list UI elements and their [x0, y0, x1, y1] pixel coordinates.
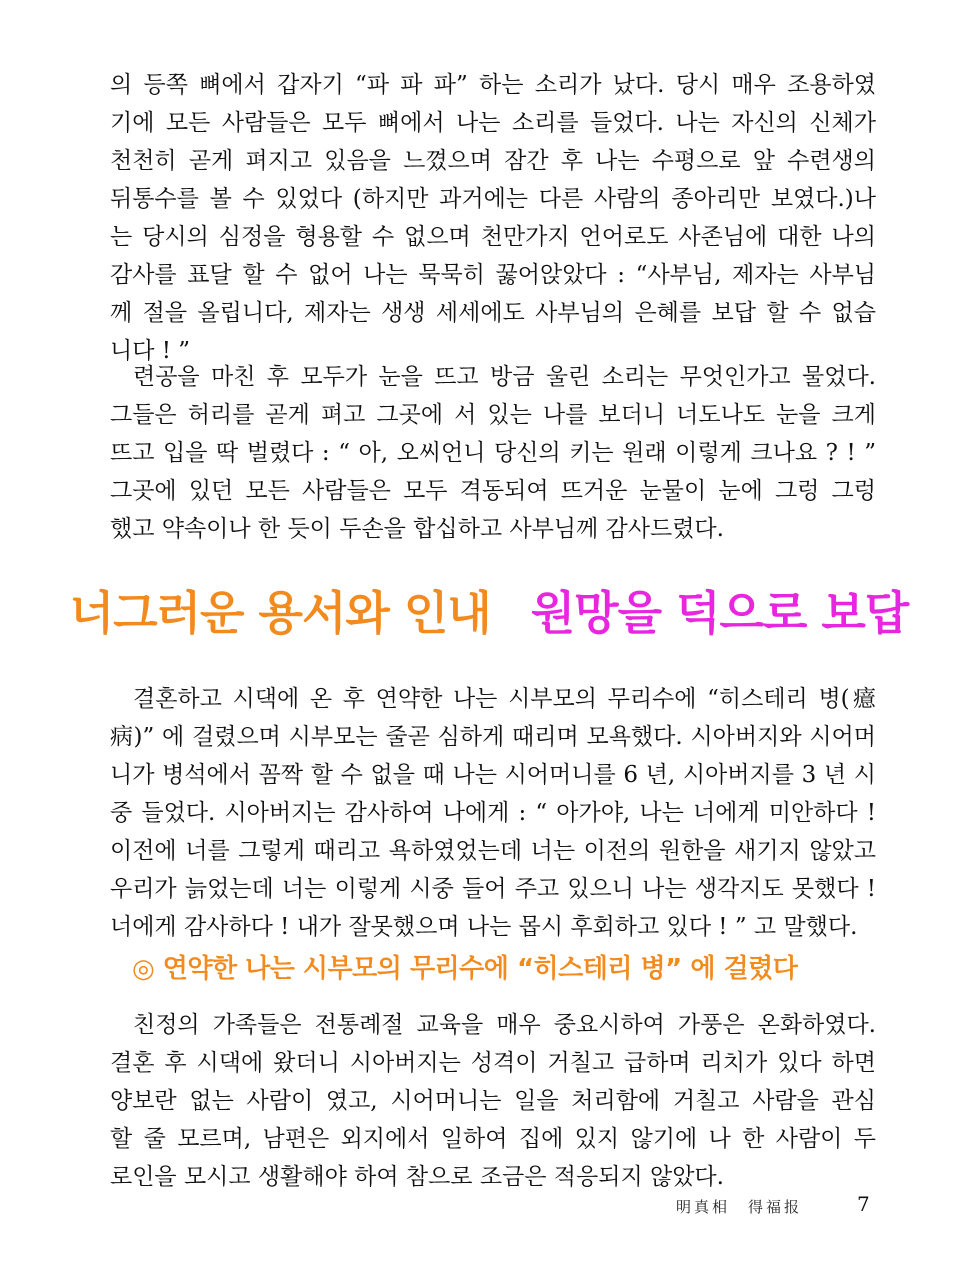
text-line: 결혼하고 시댁에 온 후 연약한 나는 시부모의 무리수에 “히스테리 병(癔 — [133, 686, 876, 712]
text-line: 우리가 늙었는데 너는 이렇게 시중 들어 주고 있으니 나는 생각지도 못했다 ! — [110, 876, 876, 902]
paragraph-2 — [110, 358, 876, 548]
heading-left: 너그러운 용서와 인내 — [69, 586, 491, 640]
footer-title: 明真相 得福报 — [676, 1198, 803, 1216]
text-line: 께 절을 올립니다, 제자는 생생 세세에도 사부님의 은혜를 보답 할 수 없습 — [110, 300, 876, 326]
text-line: 로인을 모시고 생활해야 하여 참으로 조금은 적응되지 않았다. — [110, 1164, 724, 1190]
paragraph-3 — [110, 680, 876, 946]
paragraph-4 — [110, 1006, 876, 1196]
text-line: 친정의 가족들은 전통례절 교육을 매우 중요시하여 가풍은 온화하였다. — [133, 1012, 876, 1038]
text-line: 너에게 감사하다 ! 내가 잘못했으며 나는 몹시 후회하고 있다 ! ” 고 말했다. — [110, 914, 858, 940]
text-line: 중 들었다. 시아버지는 감사하여 나에게 : “ 아가야, 나는 너에게 미안하다 ! — [110, 800, 876, 826]
text-line: 양보란 없는 사람이 였고, 시어머니는 일을 처리함에 거칠고 사람을 관심 — [110, 1088, 876, 1114]
text-line: 감사를 표달 할 수 없어 나는 묵묵히 꿇어앉았다 : “사부님, 제자는 사부님 — [110, 262, 876, 288]
text-line: 니가 병석에서 꼼짝 할 수 없을 때 나는 시어머니를 6 년, 시아버지를 3 년 시 — [110, 762, 876, 788]
text-line: 결혼 후 시댁에 왔더니 시아버지는 성격이 거칠고 급하며 리치가 있다 하면 — [110, 1050, 876, 1076]
text-line: 病)” 에 걸렸으며 시부모는 줄곧 심하게 때리며 모욕했다. 시아버지와 시어머 — [110, 724, 876, 750]
paragraph-1 — [110, 66, 876, 370]
text-line: 련공을 마친 후 모두가 눈을 뜨고 방금 울린 소리는 무엇인가고 물었다. — [133, 364, 876, 390]
page-footer — [0, 1192, 978, 1222]
section-heading — [0, 573, 978, 653]
text-line: 할 줄 모르며, 남편은 외지에서 일하여 집에 있지 않기에 나 한 사람이 두 — [110, 1126, 876, 1152]
text-line: 그곳에 있던 모든 사람들은 모두 격동되여 뜨거운 눈물이 눈에 그렁 그렁 — [110, 478, 876, 504]
text-line: 는 당시의 심정을 형용할 수 없으며 천만가지 언어로도 사존님에 대한 나의 — [110, 224, 876, 250]
text-line: 했고 약속이나 한 듯이 두손을 합십하고 사부님께 감사드렸다. — [110, 516, 724, 542]
subheading: ◎ 연약한 나는 시부모의 무리수에 “히스테리 병” 에 걸렸다 — [132, 954, 798, 984]
text-line: 의 등쪽 뼈에서 갑자기 “파 파 파” 하는 소리가 났다. 당시 매우 조용하였 — [110, 72, 876, 98]
text-line: 니다 ! ” — [110, 338, 191, 364]
text-line: 뒤통수를 볼 수 있었다 (하지만 과거에는 다른 사람의 종아리만 보였다.)나 — [110, 186, 876, 212]
heading-right: 원망을 덕으로 보답 — [530, 586, 909, 640]
text-line: 뜨고 입을 딱 벌렸다 : “ 아, 오씨언니 당신의 키는 원래 이렇게 크나요 ? ! ” — [110, 440, 876, 466]
text-line: 그들은 허리를 곧게 펴고 그곳에 서 있는 나를 보더니 너도나도 눈을 크게 — [110, 402, 876, 428]
text-line: 이전에 너를 그렇게 때리고 욕하였었는데 너는 이전의 원한을 새기지 않았고 — [110, 838, 876, 864]
text-line: 천천히 곧게 펴지고 있음을 느꼈으며 잠간 후 나는 수평으로 앞 수련생의 — [110, 148, 876, 174]
page-number: 7 — [857, 1192, 870, 1216]
text-line: 기에 모든 사람들은 모두 뼈에서 나는 소리를 들었다. 나는 자신의 신체가 — [110, 110, 876, 136]
